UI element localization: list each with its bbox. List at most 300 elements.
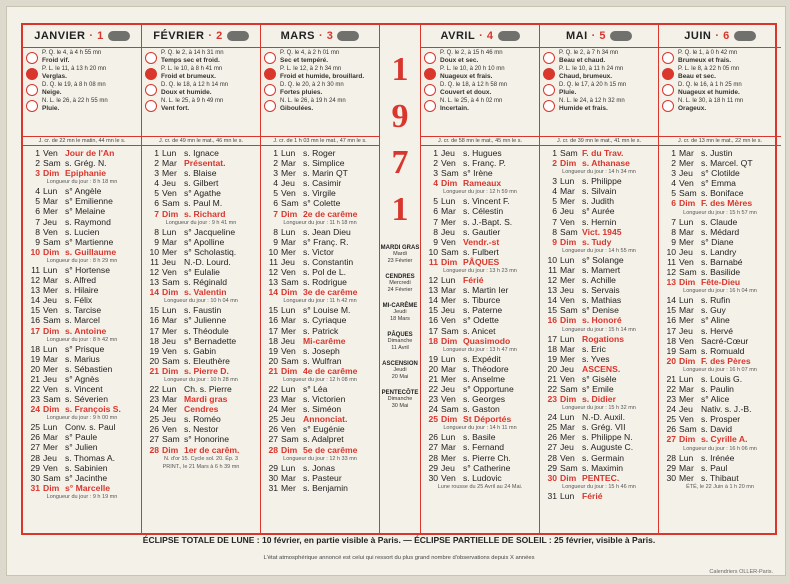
phase-weather: Froid et humide, brouillard.: [280, 73, 365, 80]
phase-time: D. Q. le 18, à 12 h 58 mn: [440, 82, 508, 88]
saint-name: 3e de carême: [303, 287, 358, 298]
day-row: [145, 434, 257, 444]
day-number: 15: [149, 305, 159, 316]
weekday: Sam: [560, 462, 578, 473]
day-row: [424, 148, 536, 158]
day-row: [145, 366, 257, 376]
weekday: Mar: [43, 275, 58, 286]
weekday: Mer: [281, 325, 296, 336]
day-number: 9: [273, 236, 278, 247]
weekday: Mer: [43, 442, 58, 453]
day-number: 30: [268, 472, 278, 483]
day-number: 26: [428, 432, 438, 443]
day-number: 28: [149, 444, 159, 455]
weekday: Ven: [441, 236, 456, 247]
moon-icon: [145, 68, 157, 80]
saint-name: PÂQUES: [463, 256, 500, 267]
saint-name: s° Louise M.: [303, 305, 351, 316]
phase-time: N. L. le 24, à 12 h 32 mn: [559, 98, 625, 104]
moon-phase: [145, 50, 257, 64]
saint-name: F. des Mères: [701, 198, 753, 209]
weekday: Mer: [679, 472, 694, 483]
day-number: 24: [666, 404, 676, 415]
day-number: 10: [428, 246, 438, 257]
saint-name: s. Adalpret: [303, 434, 344, 445]
crab-icon: [610, 31, 632, 41]
day-row: [26, 275, 138, 285]
month-name: JUIN: [684, 30, 712, 42]
weekday: Dim: [679, 355, 696, 366]
moon-phase: [26, 82, 138, 96]
daylight-gain: J. cr. de 22 mn le matin, 44 mn le s.: [23, 137, 141, 146]
day-row: [264, 237, 376, 247]
weekday: Mer: [560, 196, 575, 207]
day-row: [662, 394, 778, 404]
weekday: Ven: [162, 188, 177, 199]
weekday: Mar: [281, 315, 296, 326]
weekday: Dim: [560, 236, 577, 247]
day-number: 5: [671, 188, 676, 199]
day-number: 16: [666, 315, 676, 326]
weekday: Sam: [441, 246, 459, 257]
day-row: [543, 196, 655, 206]
day-number: 11: [428, 256, 438, 267]
weekday: Mar: [43, 353, 58, 364]
moon-icon: [662, 52, 674, 64]
day-number: 2: [433, 158, 438, 169]
saint-name: s. Tarcise: [65, 305, 102, 316]
feast-item: [380, 390, 420, 410]
weekday: Mer: [560, 432, 575, 443]
phase-weather: Couvert et doux.: [440, 89, 492, 96]
weekday: Jeu: [441, 148, 455, 158]
calendar-column: [261, 25, 380, 533]
moon-phase: [543, 98, 655, 112]
moon-phases: [659, 48, 781, 137]
feast-date: Mardi 23 Février: [387, 251, 413, 264]
day-number: 4: [552, 186, 557, 197]
day-length: Longueur du jour : 15 h 32 mn: [562, 405, 636, 412]
weekday: Mer: [162, 325, 177, 336]
day-row: [543, 334, 655, 344]
saint-name: s° Odette: [463, 315, 499, 326]
saint-name: s. Judith: [582, 196, 615, 207]
day-row: [662, 158, 778, 168]
phase-text: [678, 98, 743, 112]
weekday: Mar: [162, 394, 177, 405]
day-length: Longueur du jour : 8 h 18 mn: [46, 179, 118, 186]
day-row: [26, 384, 138, 394]
month-number: · 4: [479, 30, 494, 42]
day-row: [264, 424, 376, 434]
day-number: 26: [666, 424, 676, 435]
day-list: [23, 146, 141, 501]
saint-name: s. Marcel. QT: [701, 158, 753, 169]
phase-weather: Pluie.: [559, 89, 577, 96]
day-row: [543, 158, 655, 168]
saint-name: s. Antoine: [65, 325, 107, 336]
day-row: [662, 356, 778, 366]
phase-text: [559, 98, 625, 112]
day-number: 11: [150, 256, 159, 267]
day-row: [264, 305, 376, 315]
moon-phase: [26, 50, 138, 64]
weekday: Mer: [441, 452, 456, 463]
calendar-column: [659, 25, 781, 533]
weekday: Jeu: [560, 442, 574, 453]
weekday: Lun: [281, 148, 296, 158]
calendar-column: [540, 25, 659, 533]
day-number: 24: [428, 404, 438, 415]
day-length: Lune rousse du 25 Avril au 24 Mai.: [437, 483, 523, 490]
saint-name: s. Franç. P.: [463, 158, 506, 169]
day-row: [662, 326, 778, 336]
day-row: [543, 442, 655, 452]
day-row: [145, 336, 257, 346]
day-list: [659, 146, 781, 491]
calendar-card: [6, 6, 786, 576]
moon-phase: [424, 66, 536, 80]
day-number: 10: [30, 246, 40, 257]
day-number: 30: [666, 472, 676, 483]
phase-text: [161, 82, 228, 96]
saint-name: s° Paule: [65, 432, 98, 443]
day-number: 21: [149, 365, 159, 376]
weekday: Dim: [162, 287, 179, 298]
month-header: [659, 25, 781, 48]
weekday: Sam: [679, 188, 697, 199]
phase-time: N. L. le 25, à 9 h 49 mn: [161, 98, 224, 104]
day-number: 27: [149, 434, 159, 445]
saint-name: s° Colette: [303, 198, 341, 209]
day-row: [543, 275, 655, 285]
saint-name: ASCENS.: [582, 363, 621, 374]
day-row: [145, 257, 257, 267]
day-row: [543, 305, 655, 315]
day-number: 15: [268, 305, 278, 316]
moon-phases: [23, 48, 141, 137]
saint-name: s. Basilide: [701, 267, 741, 278]
day-number: 1: [671, 148, 676, 158]
day-row: [26, 344, 138, 354]
day-length: Longueur du jour : 9 h 19 mn: [46, 493, 118, 500]
phase-text: [42, 50, 101, 64]
weekday: Ven: [679, 256, 694, 267]
saint-name: s° Marcelle: [65, 482, 110, 493]
day-row: [264, 277, 376, 287]
day-number: 21: [268, 365, 278, 376]
moon-phase: [26, 66, 138, 80]
day-row: [424, 275, 536, 285]
phase-time: P. L. le 10, à 11 h 24 mn: [559, 66, 624, 72]
weekday: Sam: [43, 394, 61, 405]
weekday: Sam: [281, 434, 299, 445]
saint-name: s. Pasteur: [303, 472, 342, 483]
saint-name: s. Barnabé: [701, 256, 743, 267]
feast-date: Dimanche 30 Mai: [387, 396, 413, 409]
weekday: Mar: [441, 363, 456, 374]
saint-name: s. Philippe: [582, 176, 622, 187]
weekday: Mer: [679, 158, 694, 169]
day-number: 3: [552, 176, 557, 187]
feast-name: MI-CARÊME: [382, 303, 418, 309]
day-number: 10: [547, 254, 557, 265]
day-row: [543, 265, 655, 275]
saint-name: s° Hortense: [65, 264, 110, 275]
saint-name: s. Irénée: [701, 452, 735, 463]
day-number: 19: [149, 345, 159, 356]
day-row: [424, 473, 536, 483]
day-number: 18: [30, 343, 40, 354]
weekday: Mer: [441, 373, 456, 384]
saint-name: s. Nestor: [184, 424, 219, 435]
moon-icon: [26, 84, 38, 96]
weekday: Dim: [560, 472, 577, 483]
day-number: 1: [35, 148, 40, 158]
day-number: 26: [149, 424, 159, 435]
day-length: ÉTÉ, le 22 Juin à 1 h 20 mn: [686, 483, 754, 490]
day-row: [424, 158, 536, 168]
weekday: Mer: [162, 246, 177, 257]
saint-name: s. David: [701, 424, 733, 435]
weekday: Ven: [281, 424, 296, 435]
weekday: Jeu: [43, 373, 57, 384]
saint-name: s° Opportune: [463, 383, 514, 394]
day-row: [424, 257, 536, 267]
day-number: 6: [35, 206, 40, 217]
weekday: Lun: [43, 264, 58, 275]
weekday: Dim: [441, 414, 458, 425]
day-number: 12: [268, 267, 278, 278]
saint-name: s° Jacinthe: [65, 472, 108, 483]
day-number: 25: [149, 414, 159, 425]
year-digit: 7: [391, 144, 409, 182]
saint-name: s° Alice: [701, 394, 730, 405]
day-number: 22: [428, 383, 438, 394]
phase-text: [280, 66, 364, 80]
saint-name: s° Eugénie: [303, 424, 345, 435]
day-number: 10: [268, 246, 278, 257]
saint-name: Rogations: [582, 333, 625, 344]
day-row: [26, 473, 138, 483]
day-row: [424, 237, 536, 247]
day-number: 16: [149, 315, 159, 326]
month-number: · 6: [715, 30, 730, 42]
year-digit: 1: [391, 190, 409, 228]
saint-name: s. Grég. VII: [582, 422, 626, 433]
day-number: 25: [547, 422, 557, 433]
moon-phases: [261, 48, 379, 137]
weekday: Mer: [560, 353, 575, 364]
saint-name: Férié: [582, 490, 603, 501]
weekday: Lun: [441, 275, 456, 286]
saint-name: s. Gabin: [184, 345, 217, 356]
weekday: Dim: [441, 335, 458, 346]
day-row: [26, 374, 138, 384]
day-number: 14: [149, 287, 159, 298]
day-number: 25: [268, 414, 278, 425]
moon-phase: [424, 50, 536, 64]
saint-name: s° Agathe: [184, 188, 221, 199]
day-row: [264, 366, 376, 376]
day-row: [264, 463, 376, 473]
feast-item: [380, 361, 420, 381]
month-name: MAI: [565, 30, 588, 42]
day-number: 24: [268, 404, 278, 415]
weekday: Mer: [560, 275, 575, 286]
day-row: [145, 394, 257, 404]
phase-text: [440, 82, 507, 96]
saint-name: 1er de carêm.: [184, 444, 240, 455]
day-number: 6: [273, 198, 278, 209]
saint-name: s. Guy: [701, 305, 726, 316]
saint-name: s. Joseph: [303, 345, 340, 356]
day-number: 21: [547, 373, 557, 384]
phase-time: D. Q. le 19, à 8 h 08 mn: [42, 82, 106, 88]
weekday: Dim: [43, 482, 60, 493]
saint-name: s. Tiburce: [463, 295, 501, 306]
weekday: Sam: [43, 236, 61, 247]
day-row: [26, 227, 138, 237]
saint-name: s. Romuald: [701, 345, 745, 356]
weekday: Lun: [162, 226, 177, 237]
weekday: Mer: [679, 315, 694, 326]
saint-name: Vict. 1945: [582, 226, 622, 237]
day-row: [662, 305, 778, 315]
weekday: Mar: [281, 472, 296, 483]
weekday: Ven: [43, 462, 58, 473]
phase-time: P. Q. le 2, à 15 h 46 mn: [440, 50, 503, 56]
moon-icon: [424, 68, 436, 80]
day-row: [424, 364, 536, 374]
saint-name: s. Faustin: [184, 305, 222, 316]
day-number: 9: [35, 236, 40, 247]
moon-icon: [26, 52, 38, 64]
day-row: [264, 227, 376, 237]
day-row: [424, 394, 536, 404]
weekday: Mer: [441, 295, 456, 306]
saint-name: s. Benjamin: [303, 482, 348, 493]
saint-name: s. Patrick: [303, 325, 339, 336]
day-number: 8: [35, 226, 40, 237]
day-row: [543, 295, 655, 305]
weekday: Lun: [43, 343, 58, 354]
weekday: Mar: [441, 442, 456, 453]
saint-name: F. des Pères: [701, 355, 751, 366]
phase-weather: Fortes pluies.: [280, 89, 323, 96]
weekday: Jeu: [162, 335, 176, 346]
moon-phases: [421, 48, 539, 137]
weekday: Jeu: [281, 414, 295, 425]
day-row: [543, 315, 655, 325]
day-row: [662, 178, 778, 188]
phase-weather: Chaud, brumeux.: [559, 73, 613, 80]
weekday: Ven: [441, 315, 456, 326]
day-number: 2: [35, 158, 40, 169]
day-number: 23: [666, 394, 676, 405]
day-row: [26, 364, 138, 374]
weekday: Mar: [441, 206, 456, 217]
day-number: 22: [268, 383, 278, 394]
moon-icon: [145, 100, 157, 112]
day-number: 4: [433, 178, 438, 189]
day-number: 22: [149, 383, 159, 394]
month-header: [421, 25, 539, 48]
saint-name: s. Vincent F.: [463, 196, 510, 207]
day-row: [543, 384, 655, 394]
day-number: 31: [268, 482, 278, 493]
day-number: 22: [547, 383, 557, 394]
day-number: 8: [433, 226, 438, 237]
saint-name: s. Eric: [582, 343, 606, 354]
month-header: [540, 25, 658, 48]
moon-icon: [662, 100, 674, 112]
moon-phase: [264, 50, 376, 64]
saint-name: F. du Trav.: [582, 148, 624, 158]
day-row: [662, 257, 778, 267]
saint-name: s. Philippe N.: [582, 432, 633, 443]
day-number: 10: [666, 246, 676, 257]
weekday: Lun: [441, 432, 456, 443]
weekday: Mar: [560, 343, 575, 354]
day-number: 12: [30, 275, 40, 286]
day-row: [662, 374, 778, 384]
moon-icon: [543, 84, 555, 96]
footer-note: L'état atmosphérique annoncé est celui qui ressort du plus grand nombre d'observations depuis X années: [263, 555, 535, 561]
saint-name: s° Franç. R.: [303, 236, 349, 247]
phase-time: D. Q. le 20, à 2 h 30 mn: [280, 82, 344, 88]
saint-name: Fête-Dieu: [701, 277, 741, 288]
feast-name: PÂQUES: [387, 332, 413, 338]
saint-name: s. Prosper: [701, 414, 741, 425]
weekday: Mer: [281, 168, 296, 179]
phase-text: [440, 98, 502, 112]
moon-phase: [662, 82, 778, 96]
weekday: Dim: [281, 365, 298, 376]
day-number: 18: [547, 343, 557, 354]
day-length: Longueur du jour : 8 h 29 mn: [46, 257, 118, 264]
moon-icon: [145, 52, 157, 64]
saint-name: s. Landry: [701, 246, 737, 257]
weekday: Dim: [560, 394, 577, 405]
day-row: [662, 336, 778, 346]
saint-name: s. Constantin: [303, 256, 354, 267]
month-number: · 1: [89, 30, 104, 42]
day-number: 2: [273, 158, 278, 169]
weekday: Dim: [441, 256, 458, 267]
daylight-gain: J. cr. de 58 mn le mat., 45 mn le s.: [421, 137, 539, 146]
saint-name: s. Félix: [65, 295, 93, 306]
car-icon: [227, 31, 249, 41]
saint-name: Conv. s. Paul: [65, 422, 116, 433]
day-number: 2: [154, 158, 159, 169]
day-row: [26, 305, 138, 315]
phase-time: P. L. le 10, à 20 h 10 mn: [440, 66, 505, 72]
weekday: Mar: [281, 394, 296, 405]
day-row: [26, 237, 138, 247]
day-row: [264, 178, 376, 188]
day-length: Longueur du jour : 12 h 33 mn: [283, 455, 357, 462]
day-row: [543, 285, 655, 295]
weekday: Ven: [560, 373, 575, 384]
day-row: [145, 178, 257, 188]
weekday: Sam: [162, 355, 180, 366]
saint-name: s. Ignace: [184, 148, 219, 158]
weekday: Mar: [43, 196, 58, 207]
weekday: Lun: [560, 254, 575, 265]
day-number: 17: [428, 325, 438, 336]
saint-name: PENTEC.: [582, 472, 620, 483]
